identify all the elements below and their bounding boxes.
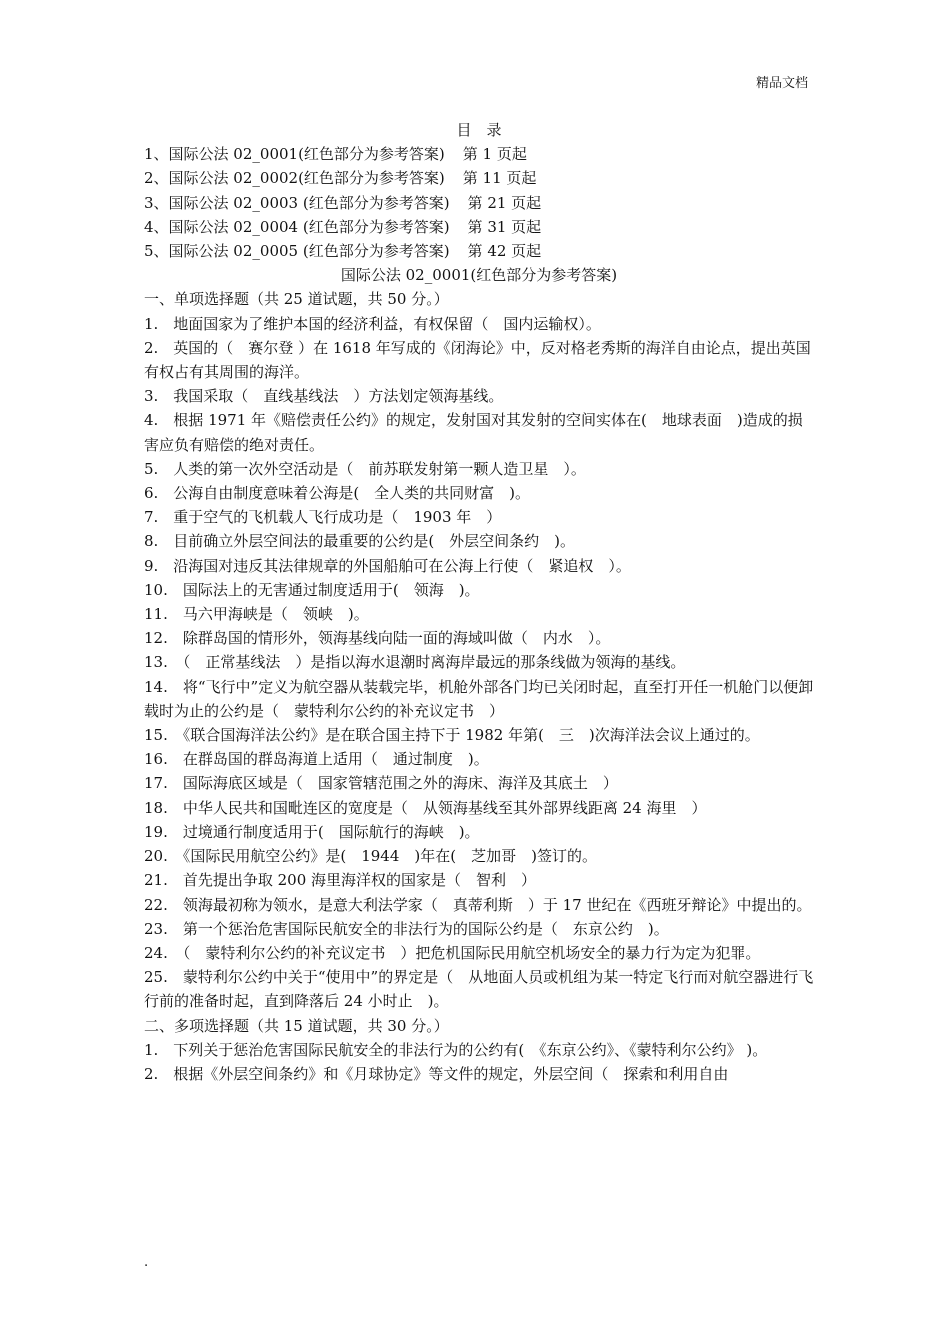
footer-mark: . — [144, 1255, 149, 1270]
question-item: 2. 根据《外层空间条约》和《月球协定》等文件的规定，外层空间（ 探索和利用自由 — [144, 1064, 729, 1083]
toc-item-page: 第 11 页起 — [462, 169, 537, 188]
toc-list — [144, 142, 814, 263]
question-item: 17. 国际海底区域是（ 国家管辖范围之外的海床、海洋及其底土 ） — [144, 774, 618, 793]
question-item: 21. 首先提出争取 200 海里海洋权的国家是（ 智利 ） — [144, 871, 537, 890]
question-item: 1. 下列关于惩治危害国际民航安全的非法行为的公约有( 《东京公约》、《蒙特利尔公约》 )。 — [144, 1040, 768, 1059]
question-item: 20. 《国际民用航空公约》是( 1944 )年在( 芝加哥 )签订的。 — [144, 847, 597, 866]
question-item: 24. （ 蒙特利尔公约的补充议定书 ）把危机国际民用航空机场安全的暴力行为定为犯罪。 — [144, 943, 761, 962]
toc-item — [144, 166, 814, 190]
question-item: 10. 国际法上的无害通过制度适用于( 领海 )。 — [144, 580, 480, 599]
toc-item-label: 2、国际公法 02_0002(红色部分为参考答案) — [144, 169, 445, 188]
toc-item — [144, 239, 814, 263]
question-item: 22. 领海最初称为领水，是意大利法学家（ 真蒂利斯 ）于 17 世纪在《西班牙辩论》中提出的。 — [144, 895, 812, 914]
question-item: 3. 我国采取（ 直线基线法 ）方法划定领海基线。 — [144, 387, 504, 406]
question-item: 14. 将“飞行中”定义为航空器从装载完毕，机舱外部各门均已关闭时起，直至打开任一机舱门以便卸载时为止的公约是（ 蒙特利尔公约的补充议定书 ） — [144, 677, 814, 720]
part1-question-list — [144, 312, 814, 1014]
part2-heading: 二、多项选择题（共 15 道试题，共 30 分。） — [144, 1016, 449, 1035]
part1-heading: 一、单项选择题（共 25 道试题，共 50 分。） — [144, 290, 449, 309]
toc-item-label: 1、国际公法 02_0001(红色部分为参考答案) — [144, 145, 445, 164]
question-item: 16. 在群岛国的群岛海道上适用（ 通过制度 )。 — [144, 750, 489, 769]
toc-item — [144, 191, 814, 215]
toc-item-page: 第 21 页起 — [467, 193, 542, 212]
question-item: 7. 重于空气的飞机载人飞行成功是（ 1903 年 ） — [144, 508, 502, 527]
question-item: 12. 除群岛国的情形外，领海基线向陆一面的海域叫做（ 内水 ）。 — [144, 629, 611, 648]
toc-title: 目 录 — [456, 121, 502, 139]
toc-item-label: 5、国际公法 02_0005 (红色部分为参考答案) — [144, 242, 450, 261]
toc-item-label: 3、国际公法 02_0003 (红色部分为参考答案) — [144, 193, 450, 212]
toc-item — [144, 142, 814, 166]
question-item: 9. 沿海国对违反其法律规章的外国船舶可在公海上行使（ 紧追权 ）。 — [144, 556, 631, 575]
toc-item-page: 第 31 页起 — [467, 217, 542, 236]
question-item: 15. 《联合国海洋法公约》是在联合国主持下于 1982 年第( 三 )次海洋法会议上通过的。 — [144, 726, 760, 745]
toc-item — [144, 215, 814, 239]
question-item: 25. 蒙特利尔公约中关于“使用中”的界定是（ 从地面人员或机组为某一特定飞行而对航空器进行飞行前的准备时起，直到降落后 24 小时止 )。 — [144, 968, 814, 1011]
question-item: 4. 根据 1971 年《赔偿责任公约》的规定，发射国对其发射的空间实体在( 地球表面 )造成的损害应负有赔偿的绝对责任。 — [144, 411, 803, 454]
question-item: 23. 第一个惩治危害国际民航安全的非法行为的国际公约是（ 东京公约 )。 — [144, 919, 669, 938]
section-title: 国际公法 02_0001(红色部分为参考答案) — [340, 266, 618, 285]
toc-item-page: 第 42 页起 — [467, 242, 542, 261]
document-body — [144, 118, 814, 1086]
question-item: 11. 马六甲海峡是（ 领峡 )。 — [144, 605, 369, 624]
toc-item-label: 4、国际公法 02_0004 (红色部分为参考答案) — [144, 217, 450, 236]
question-item: 13. （ 正常基线法 ）是指以海水退潮时离海岸最远的那条线做为领海的基线。 — [144, 653, 686, 672]
question-item: 2. 英国的（ 赛尔登 ）在 1618 年写成的《闭海论》中，反对格老秀斯的海洋自由论点，提出英国有权占有其周围的海洋。 — [144, 338, 811, 382]
question-item: 6. 公海自由制度意味着公海是( 全人类的共同财富 )。 — [144, 484, 531, 503]
question-item: 1. 地面国家为了维护本国的经济利益，有权保留（ 国内运输权）。 — [144, 314, 601, 333]
header-tag: 精品文档 — [755, 76, 808, 91]
question-item: 8. 目前确立外层空间法的最重要的公约是( 外层空间条约 )。 — [144, 532, 576, 551]
question-item: 19. 过境通行制度适用于( 国际航行的海峡 )。 — [144, 822, 480, 841]
question-item: 18. 中华人民共和国毗连区的宽度是（ 从领海基线至其外部界线距离 24 海里 ） — [144, 798, 707, 817]
question-item: 5. 人类的第一次外空活动是（ 前苏联发射第一颗人造卫星 ）。 — [144, 459, 586, 478]
toc-item-page: 第 1 页起 — [462, 145, 527, 164]
part2-question-list — [144, 1038, 814, 1086]
